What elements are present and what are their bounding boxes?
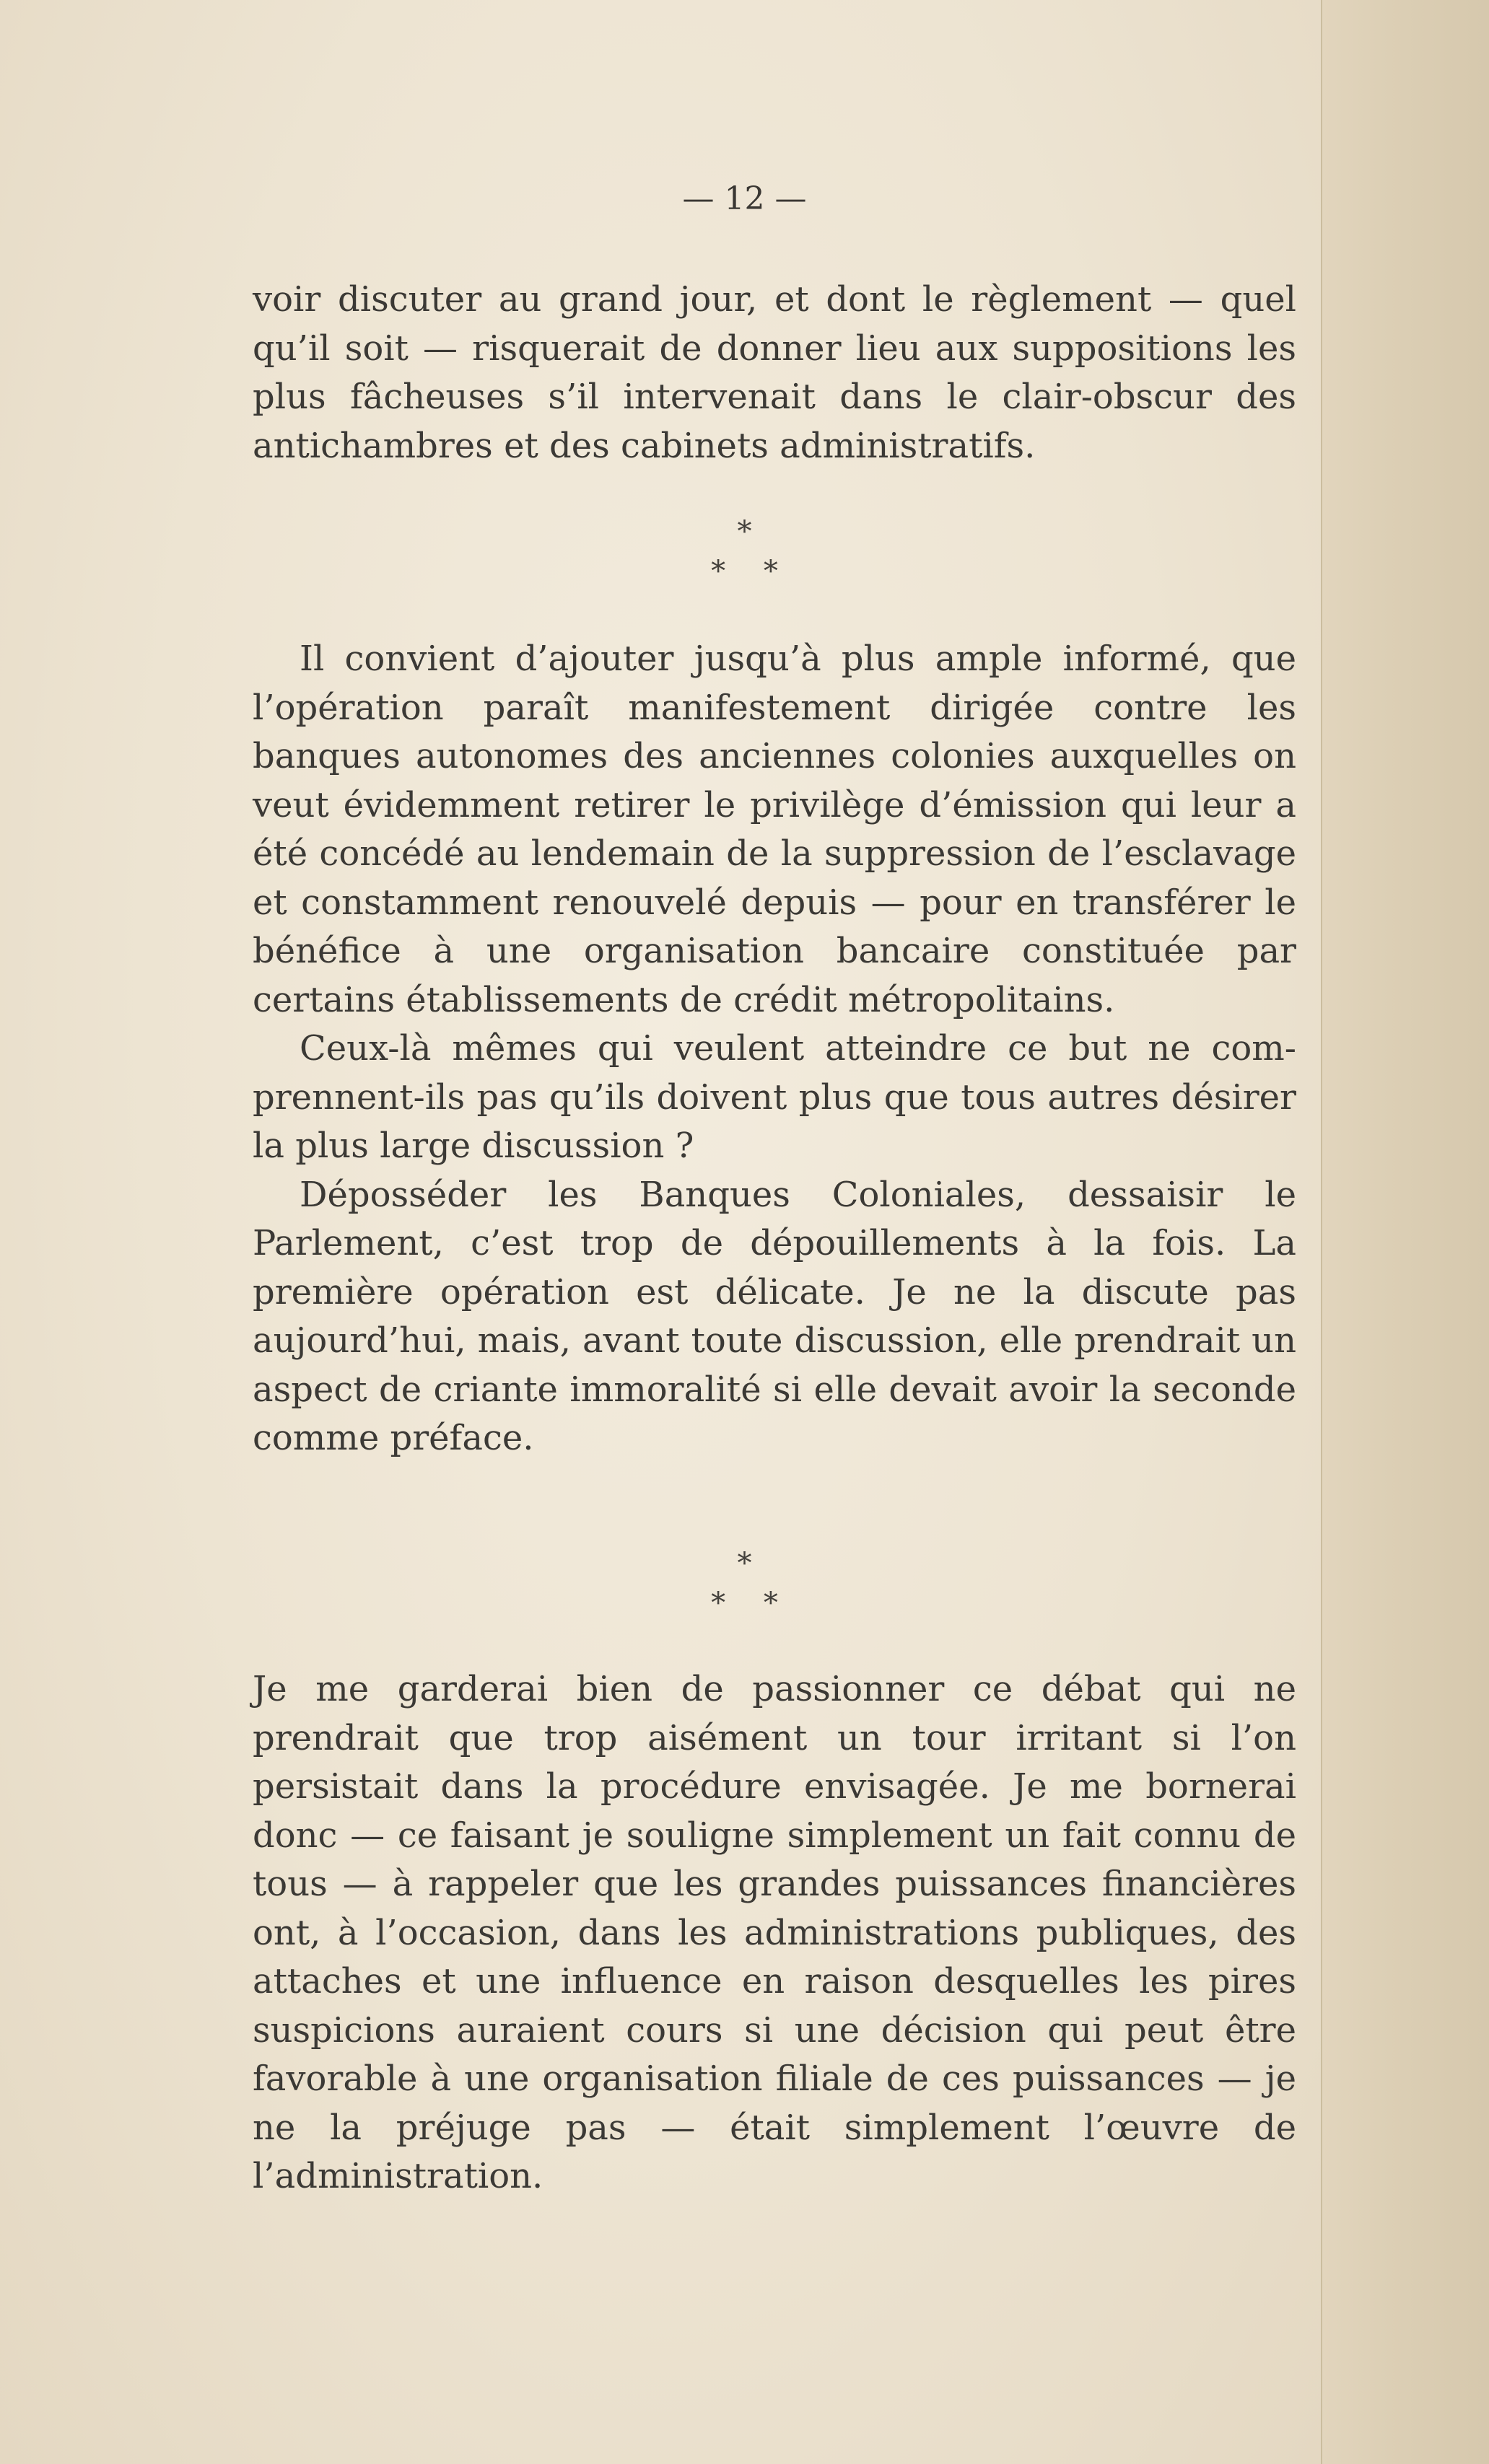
asterism-top: * xyxy=(737,1547,752,1580)
section-2 xyxy=(253,635,1296,1463)
paragraph-1: voir discuter au grand jour, et dont le règlement — quel qu’il soit — risquerait de donner lieu aux suppositions les plus fâcheuses s’il intervenait dans le clair-obscur des antichambres et des cabinets administratifs. xyxy=(253,279,1296,466)
asterism-bottom: * * xyxy=(711,555,778,588)
paragraph-3: Ceux-là mêmes qui veulent atteindre ce but ne comprennent-ils pas qu’ils doivent plus que tous autres désirer la plus large discussion ? xyxy=(253,1028,1296,1166)
asterism-bottom: * * xyxy=(711,1587,778,1620)
paragraph-4: Déposséder les Banques Coloniales, dessaisir le Parlement, c’est trop de dépouillements à la fois. La première opération est délicate. Je ne la discute pas aujourd’hui, mais, avant toute discussion, elle prendrait un aspect de criante immoralité si elle devait avoir la seconde comme préface. xyxy=(253,1174,1296,1458)
asterism-top: * xyxy=(737,515,752,548)
paragraph-5: Je me garderai bien de passionner ce débat qui ne prendrait que trop aisément un tour irritant si l’on persistait dans la procédure envisagée. Je me bornerai donc — ce faisant je souligne simplement un fait connu de tous — à rappeler que les grandes puissances financières ont, à l’occasion, dans les administrations publiques, des attaches et une influence en raison desquelles les pires suspicions auraient cours si une décision qui peut être favorable à une organisation filiale de ces puissances — je ne la préjuge pas — était simplement l’œuvre de l’administration. xyxy=(253,1669,1296,2196)
section-break-2 xyxy=(0,1544,1489,1623)
paragraph-2: Il convient d’ajouter jusqu’à plus ample informé, que l’opération paraît manifestement dirigée contre les banques autonomes des anciennes colonies auxquelles on veut évidemment retirer le privilège d’émission qui leur a été concédé au lendemain de la suppression de l’esclavage et constamment renouvelé depuis — pour en transférer le bénéfice à une organisation bancaire constituée par certains établissements de crédit métropolitains. xyxy=(253,639,1296,1020)
page-edge xyxy=(1321,0,1489,2464)
page-number: — 12 — xyxy=(682,180,807,217)
section-break-1 xyxy=(0,512,1489,592)
